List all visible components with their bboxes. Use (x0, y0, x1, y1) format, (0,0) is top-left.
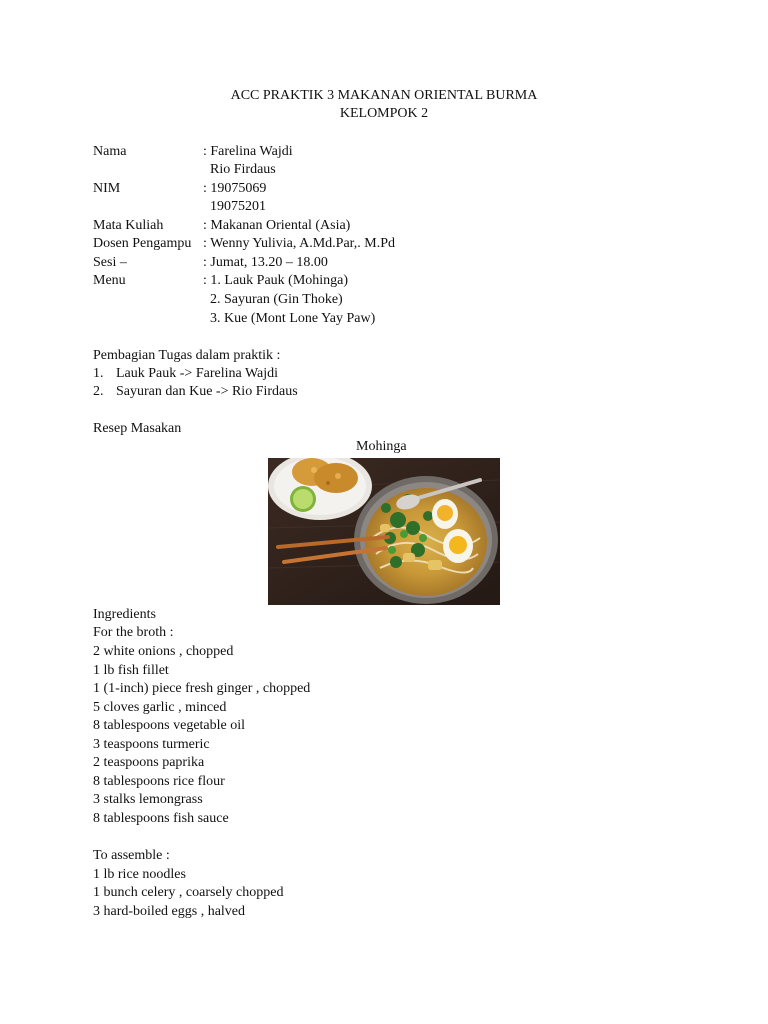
ingredient-line: 8 tablespoons rice flour (93, 774, 225, 789)
info-value-nama-2: Rio Firdaus (210, 162, 276, 177)
mohinga-photo (268, 458, 500, 605)
info-label-mata-kuliah: Mata Kuliah (93, 218, 164, 233)
ingredient-line: 5 cloves garlic , minced (93, 700, 227, 715)
ingredients-heading: Ingredients (93, 607, 156, 622)
tasks-heading: Pembagian Tugas dalam praktik : (93, 348, 281, 363)
info-label-menu: Menu (93, 273, 126, 288)
task-number: 1. (93, 366, 104, 381)
broth-heading: For the broth : (93, 625, 174, 640)
ingredient-line: 2 white onions , chopped (93, 644, 234, 659)
info-value-menu-1: : 1. Lauk Pauk (Mohinga) (203, 273, 349, 288)
ingredient-line: 1 lb fish fillet (93, 663, 169, 678)
ingredient-line: 8 tablespoons fish sauce (93, 811, 229, 826)
info-label-sesi: Sesi – (93, 255, 127, 270)
info-value-nim-2: 19075201 (210, 199, 266, 214)
info-label-nama: Nama (93, 144, 127, 159)
ingredient-line: 1 (1-inch) piece fresh ginger , chopped (93, 681, 311, 696)
ingredient-line: 2 teaspoons paprika (93, 755, 205, 770)
ingredient-line: 3 teaspoons turmeric (93, 737, 210, 752)
recipe-heading: Resep Masakan (93, 421, 182, 436)
task-number: 2. (93, 384, 104, 399)
assemble-line: 1 bunch celery , coarsely chopped (93, 885, 284, 900)
assemble-heading: To assemble : (93, 848, 170, 863)
info-label-nim: NIM (93, 181, 121, 196)
ingredient-line: 3 stalks lemongrass (93, 792, 203, 807)
info-label-dosen: Dosen Pengampu (93, 236, 192, 251)
dish-title: Mohinga (356, 439, 407, 454)
info-value-menu-2: 2. Sayuran (Gin Thoke) (210, 292, 343, 307)
document-subtitle: KELOMPOK 2 (339, 106, 429, 121)
assemble-line: 3 hard-boiled eggs , halved (93, 904, 246, 919)
assemble-line: 1 lb rice noodles (93, 867, 186, 882)
info-value-dosen: : Wenny Yulivia, A.Md.Par,. M.Pd (203, 236, 395, 251)
info-value-menu-3: 3. Kue (Mont Lone Yay Paw) (210, 311, 376, 326)
task-text: Lauk Pauk -> Farelina Wajdi (116, 366, 279, 381)
info-value-sesi: : Jumat, 13.20 – 18.00 (203, 255, 328, 270)
info-value-nim-1: : 19075069 (203, 181, 267, 196)
info-value-nama-1: : Farelina Wajdi (203, 144, 293, 159)
ingredient-line: 8 tablespoons vegetable oil (93, 718, 246, 733)
document-title: ACC PRAKTIK 3 MAKANAN ORIENTAL BURMA (230, 88, 538, 103)
mohinga-soup-icon (268, 458, 500, 605)
info-value-mata-kuliah: : Makanan Oriental (Asia) (203, 218, 351, 233)
task-text: Sayuran dan Kue -> Rio Firdaus (116, 384, 298, 399)
